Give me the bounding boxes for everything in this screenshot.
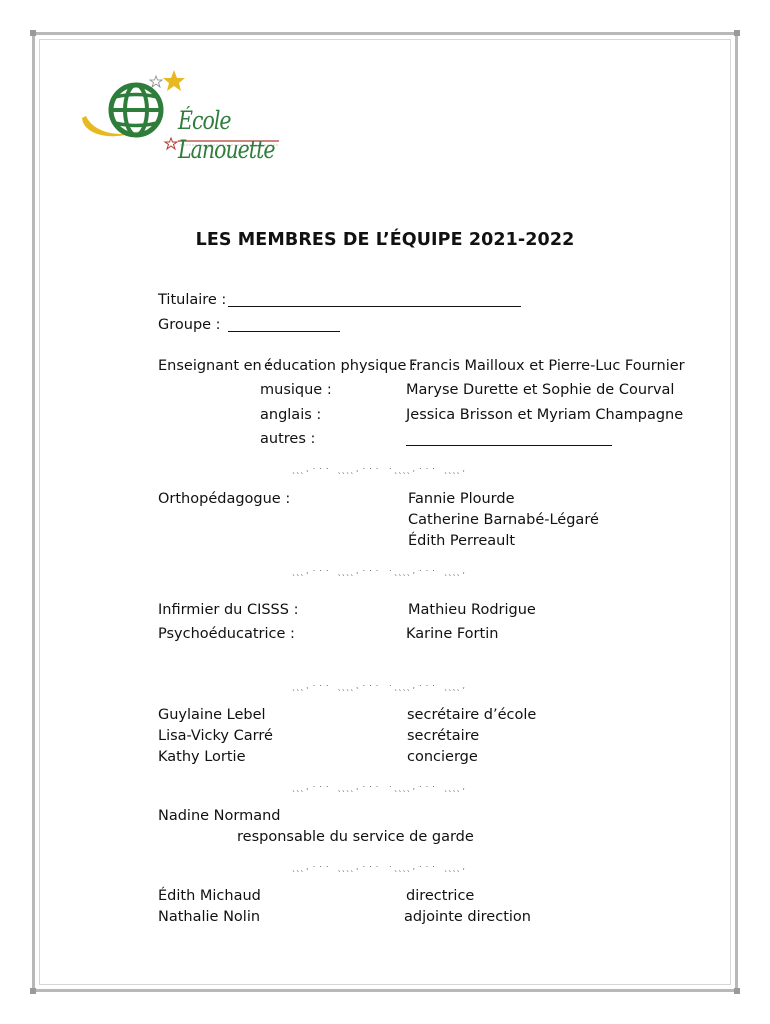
- psychoeducatrice-label: Psychoéducatrice :: [158, 626, 295, 642]
- direction-name: Édith Michaud: [158, 888, 261, 904]
- page-title: LES MEMBRES DE L’ÉQUIPE 2021-2022: [195, 230, 575, 250]
- titulaire-blank-line: [228, 306, 521, 307]
- border-corner: [30, 30, 36, 36]
- subject-label: anglais :: [260, 407, 322, 423]
- autres-blank-line: [406, 445, 612, 446]
- border-corner: [30, 988, 36, 994]
- groupe-blank-line: [228, 331, 340, 332]
- titulaire-label: Titulaire :: [158, 292, 227, 308]
- teacher-names: Jessica Brisson et Myriam Champagne: [406, 407, 684, 423]
- groupe-label: Groupe :: [158, 317, 221, 333]
- subject-label: autres :: [260, 431, 316, 447]
- direction-role: adjointe direction: [404, 909, 531, 925]
- staff-role: secrétaire: [407, 728, 480, 744]
- psychoeducatrice-name: Karine Fortin: [406, 626, 499, 642]
- section-separator: ˴˴˴ˑ˙˙˙ ˴˴˴˴ˑ˙˙˙ ˙˴˴˴˴ˑ˙˙˙ ˴˴˴˴ˑ: [292, 786, 468, 796]
- staff-name: Kathy Lortie: [158, 749, 246, 765]
- subject-label: musique :: [260, 382, 332, 398]
- staff-role: concierge: [407, 749, 478, 765]
- infirmier-name: Mathieu Rodrigue: [408, 602, 536, 618]
- school-logo: [74, 66, 304, 164]
- teacher-names: Maryse Durette et Sophie de Courval: [406, 382, 675, 398]
- enseignant-label: Enseignant en :: [158, 358, 272, 374]
- staff-name: Lisa-Vicky Carré: [158, 728, 273, 744]
- orthopedagogue-name: Édith Perreault: [408, 533, 516, 549]
- section-separator: ˴˴˴ˑ˙˙˙ ˴˴˴˴ˑ˙˙˙ ˙˴˴˴˴ˑ˙˙˙ ˴˴˴˴ˑ: [292, 468, 468, 478]
- staff-role: secrétaire d’école: [407, 707, 537, 723]
- page-border: [32, 32, 738, 992]
- garde-role: responsable du service de garde: [237, 829, 474, 845]
- subject-label: éducation physique :: [264, 358, 416, 374]
- staff-name: Guylaine Lebel: [158, 707, 266, 723]
- logo-wordmark: École Lanouette: [178, 106, 275, 164]
- section-separator: ˴˴˴ˑ˙˙˙ ˴˴˴˴ˑ˙˙˙ ˙˴˴˴˴ˑ˙˙˙ ˴˴˴˴ˑ: [292, 866, 468, 876]
- orthopedagogue-name: Fannie Plourde: [408, 491, 515, 507]
- orthopedagogue-label: Orthopédagogue :: [158, 491, 291, 507]
- direction-role: directrice: [406, 888, 475, 904]
- garde-name: Nadine Normand: [158, 808, 281, 824]
- section-separator: ˴˴˴ˑ˙˙˙ ˴˴˴˴ˑ˙˙˙ ˙˴˴˴˴ˑ˙˙˙ ˴˴˴˴ˑ: [292, 570, 468, 580]
- border-corner: [734, 988, 740, 994]
- direction-name: Nathalie Nolin: [158, 909, 261, 925]
- teacher-names: Francis Mailloux et Pierre-Luc Fournier: [409, 358, 685, 374]
- border-corner: [734, 30, 740, 36]
- infirmier-label: Infirmier du CISSS :: [158, 602, 299, 618]
- orthopedagogue-name: Catherine Barnabé-Légaré: [408, 512, 599, 528]
- section-separator: ˴˴˴ˑ˙˙˙ ˴˴˴˴ˑ˙˙˙ ˙˴˴˴˴ˑ˙˙˙ ˴˴˴˴ˑ: [292, 685, 468, 695]
